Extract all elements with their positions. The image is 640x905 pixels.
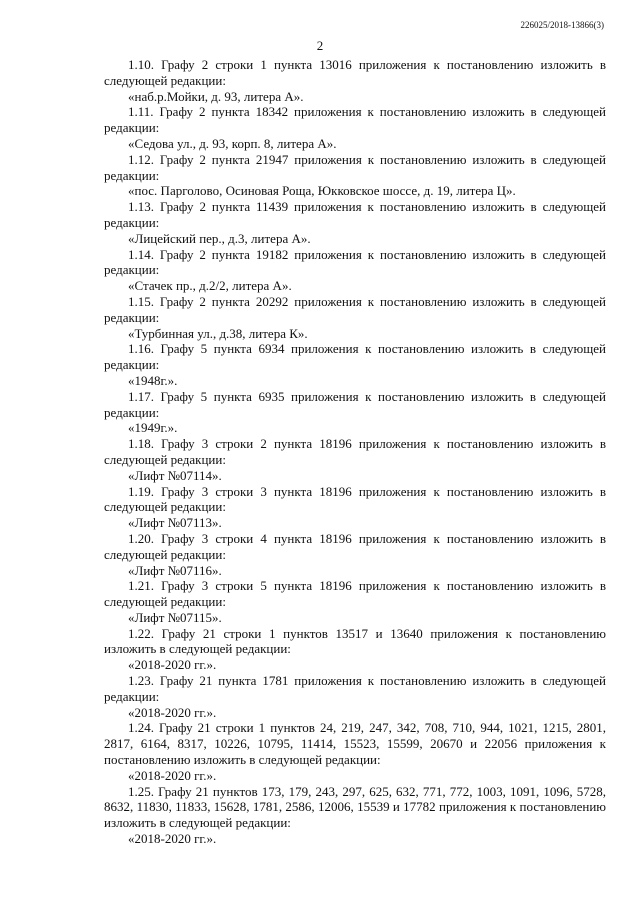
- item-1-13-quote: «Лицейский пер., д.3, литера А».: [128, 230, 311, 246]
- item-1-18: 1.18. Графу 3 строки 2 пункта 18196 приложения к постановлению изложить в следующей редакции:: [104, 436, 606, 467]
- item-1-11-quote: «Седова ул., д. 93, корп. 8, литера А».: [128, 135, 337, 151]
- item-1-24-quote: «2018-2020 гг.».: [128, 767, 217, 783]
- item-1-10-quote: «наб.р.Мойки, д. 93, литера А».: [128, 88, 304, 104]
- item-1-17-quote: «1949г.».: [128, 420, 178, 436]
- item-1-22-quote: «2018-2020 гг.».: [128, 657, 217, 673]
- page-number: 2: [316, 38, 324, 53]
- item-1-15-quote: «Турбинная ул., д.38, литера К».: [128, 325, 308, 341]
- item-1-22: 1.22. Графу 21 строки 1 пунктов 13517 и 13640 приложения к постановлению изложить в следующей редакции:: [104, 625, 606, 657]
- document-id: 226025/2018-13866(3): [520, 20, 604, 30]
- item-1-20-quote: «Лифт №07116».: [128, 562, 222, 578]
- item-1-25-quote: «2018-2020 гг.».: [128, 831, 217, 847]
- item-1-23-quote: «2018-2020 гг.».: [128, 704, 217, 720]
- item-1-16: 1.16. Графу 5 пункта 6934 приложения к постановлению изложить в следующей редакции:: [104, 341, 606, 373]
- item-1-11: 1.11. Графу 2 пункта 18342 приложения к постановлению изложить в следующей редакции:: [104, 104, 606, 136]
- item-1-23: 1.23. Графу 21 пункта 1781 приложения к постановлению изложить в следующей редакции:: [104, 673, 606, 704]
- item-1-18-quote: «Лифт №07114».: [128, 467, 222, 483]
- item-1-15: 1.15. Графу 2 пункта 20292 приложения к постановлению изложить в следующей редакции:: [104, 293, 606, 325]
- item-1-14: 1.14. Графу 2 пункта 19182 приложения к постановлению изложить в следующей редакции:: [104, 246, 606, 278]
- item-1-19: 1.19. Графу 3 строки 3 пункта 18196 приложения к постановлению изложить в следующей редакции:: [104, 483, 606, 515]
- item-1-12-quote: «пос. Парголово, Осиновая Роща, Юкковское шоссе, д. 19, литера Ц».: [128, 183, 516, 199]
- item-1-12: 1.12. Графу 2 пункта 21947 приложения к постановлению изложить в следующей редакции:: [104, 151, 606, 183]
- item-1-25: 1.25. Графу 21 пунктов 173, 179, 243, 297, 625, 632, 771, 772, 1003, 1091, 1096, 5728, 8632, 11830, 11833, 15628, 1781, 2586, 12006, 15539 и 17782 приложения к постановлению изложить в следующей редакции:: [104, 783, 606, 831]
- item-1-20: 1.20. Графу 3 строки 4 пункта 18196 приложения к постановлению изложить в следующей редакции:: [104, 530, 606, 562]
- item-1-17: 1.17. Графу 5 пункта 6935 приложения к постановлению изложить в следующей редакции:: [104, 388, 606, 420]
- item-1-21: 1.21. Графу 3 строки 5 пункта 18196 приложения к постановлению изложить в следующей редакции:: [104, 578, 606, 610]
- document-body: [104, 57, 606, 847]
- item-1-16-quote: «1948г.».: [128, 372, 178, 388]
- item-1-24: 1.24. Графу 21 строки 1 пунктов 24, 219, 247, 342, 708, 710, 944, 1021, 1215, 2801, 2817, 6164, 8317, 10226, 10795, 11414, 15523, 15599, 20670 и 22056 приложения к постановлению изложить в следующей редакции:: [104, 720, 606, 768]
- item-1-13: 1.13. Графу 2 пункта 11439 приложения к постановлению изложить в следующей редакции:: [104, 199, 606, 230]
- item-1-10: 1.10. Графу 2 строки 1 пункта 13016 приложения к постановлению изложить в следующей редакции:: [104, 57, 606, 88]
- item-1-14-quote: «Стачек пр., д.2/2, литера А».: [128, 278, 292, 294]
- item-1-19-quote: «Лифт №07113».: [128, 515, 222, 531]
- item-1-21-quote: «Лифт №07115».: [128, 609, 222, 625]
